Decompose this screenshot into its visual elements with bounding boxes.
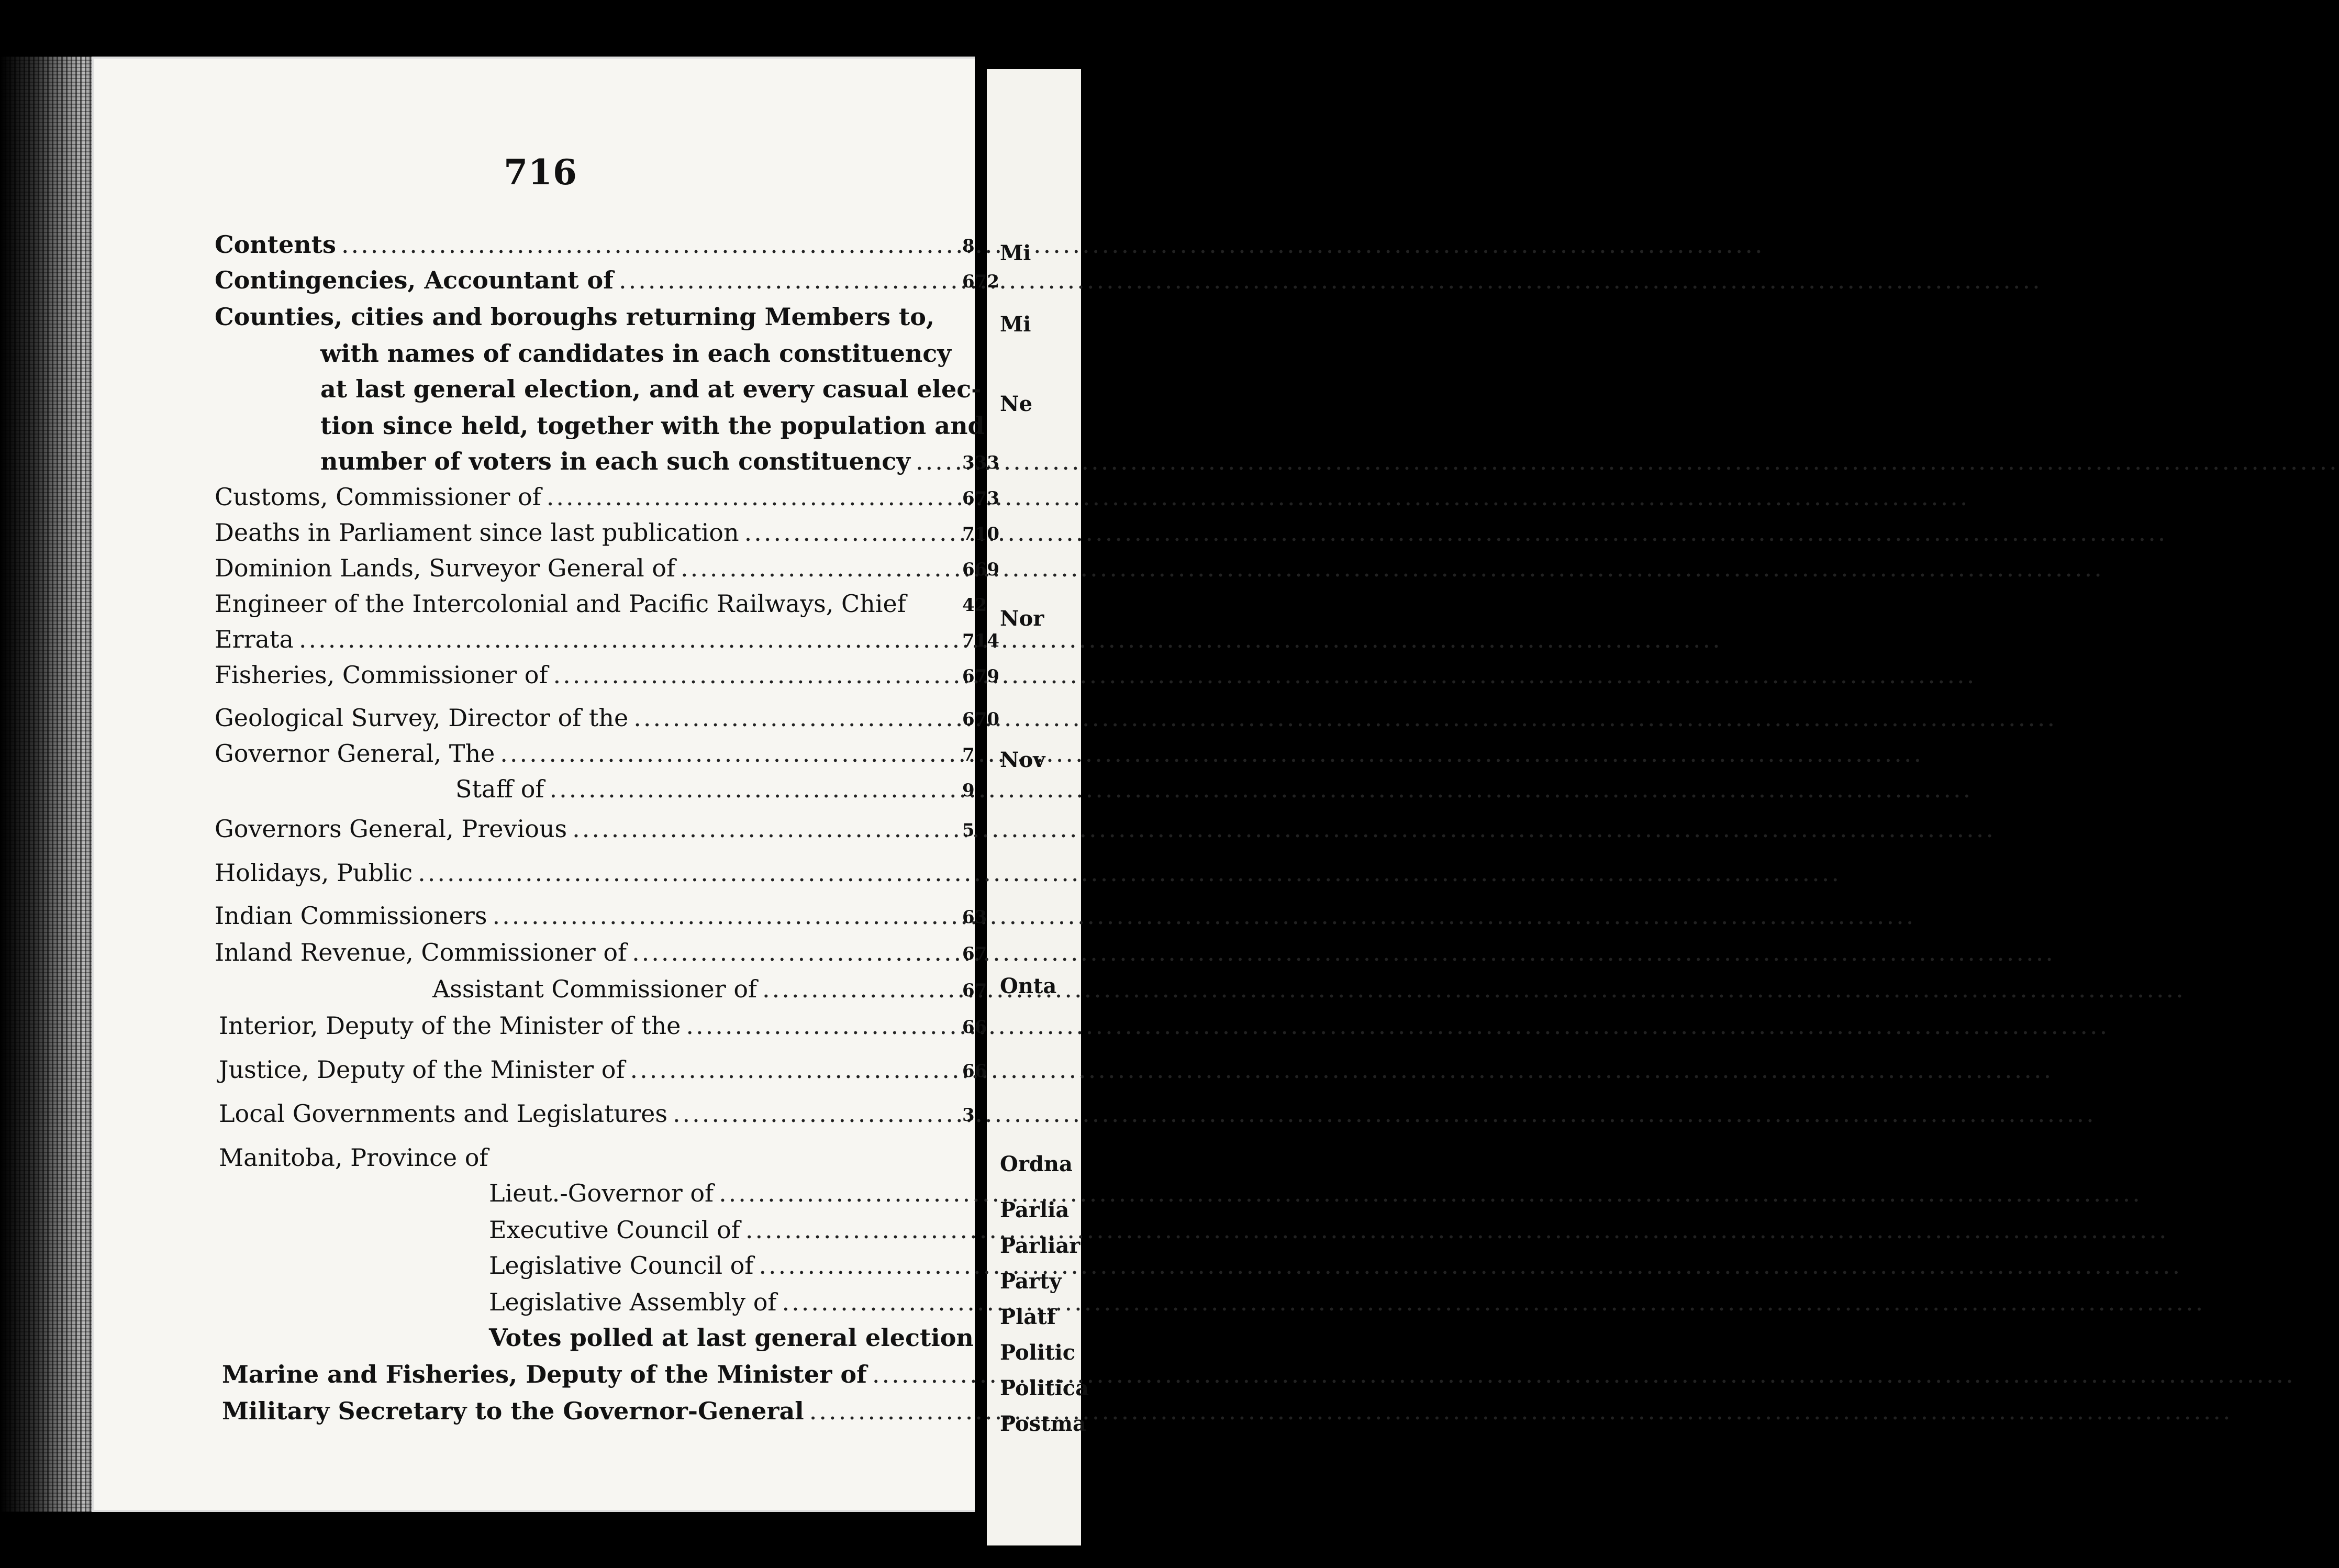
index-entry: Geological Survey, Director of the ..... [215,704,958,732]
page-ref: 673 [962,488,999,509]
adjacent-page-text: Party [1000,1269,1062,1294]
adjacent-page-text: Nov [1000,748,1045,772]
page-ref: 5 [962,820,975,841]
index-entry-sub: Legislative Assembly of ..... [489,1288,958,1316]
index-entry: Manitoba, Province of [219,1143,488,1172]
adjacent-page-text: Mi [1000,241,1031,265]
page-ref: 714 [962,630,999,651]
index-entry-continuation: with names of candidates in each constituency [320,339,952,368]
page-ref: 67 [962,943,987,964]
page-ref: 679 [962,666,999,687]
adjacent-page-text: Parliar [1000,1233,1081,1258]
index-entry-sub: Lieut.-Governor of ..... [489,1179,958,1207]
page-ref: 670 [962,709,999,730]
index-entry: Local Governments and Legislatures ..... [219,1099,958,1128]
index-entry: Deaths in Parliament since last publication ..... [215,518,958,547]
page-ref: 710 [962,524,999,544]
page-ref: 42 [962,595,987,616]
adjacent-page-text: Parlia [1000,1198,1070,1222]
adjacent-page-text: Platf [1000,1305,1056,1329]
page-ref: 63 [962,907,987,928]
index-entry-continuation: number of voters in each such constituency ..... [320,447,958,475]
page-ref: 67 [962,980,987,1001]
page-ref: 8 [962,236,975,257]
page-ref: 7 [962,744,975,765]
page-ref: 66 [962,1017,987,1038]
adjacent-page-text: Ordna [1000,1152,1073,1176]
index-entry-continuation: tion since held, together with the population and [320,412,985,440]
page-ref: 669 [962,559,999,580]
page-ref: 9 [962,780,975,801]
page-ref: 3 [962,1105,975,1126]
index-entry: Interior, Deputy of the Minister of the ..... [219,1011,958,1040]
index-entry: Counties, cities and boroughs returning Members to, [215,303,934,331]
index-entry: Contents ..... [215,230,958,259]
index-entry: Governor General, The ..... [215,739,958,768]
index-entry-sub: Assistant Commissioner of ..... [432,975,958,1003]
index-entry: Engineer of the Intercolonial and Pacific Railways, Chief [215,590,906,618]
index-entry-sub: Legislative Council of ..... [489,1251,958,1280]
index-entry: Indian Commissioners ..... [215,902,958,930]
index-entry: Marine and Fisheries, Deputy of the Minister of ..... [222,1360,958,1388]
adjacent-page-text: Politic [1000,1340,1076,1365]
page-ref: 66 [962,1061,987,1082]
index-entry-continuation: at last general election, and at every casual elec- [320,375,982,403]
adjacent-page-text: Politica [1000,1376,1089,1400]
adjacent-page-text: Nor [1000,606,1044,631]
adjacent-page-text: Onta [1000,974,1057,998]
index-entry-sub: Executive Council of ..... [489,1216,958,1244]
index-entry: Fisheries, Commissioner of ..... [215,661,958,689]
adjacent-page-text: Ne [1000,392,1033,416]
index-entry: Holidays, Public ..... [215,859,958,887]
index-entry: Dominion Lands, Surveyor General of ..... [215,554,958,582]
page-number: 716 [504,152,577,193]
index-entry: Governors General, Previous ..... [215,815,958,843]
index-entry: Contingencies, Accountant of ..... [215,266,958,294]
index-entry: Inland Revenue, Commissioner of ..... [215,938,958,966]
adjacent-page-text: Postma [1000,1411,1086,1436]
adjacent-page-text: Mi [1000,312,1031,337]
index-entry: Justice, Deputy of the Minister of ..... [219,1055,958,1084]
page-ref: 333 [962,452,999,473]
index-entry: Errata ..... [215,625,958,653]
index-entry: Customs, Commissioner of ..... [215,483,958,511]
index-entry: Military Secretary to the Governor-General ..... [222,1397,958,1425]
index-entry-sub: Staff of ..... [455,775,958,803]
index-entry-sub: Votes polled at last general election [489,1324,974,1352]
page-ref: 672 [962,271,999,292]
